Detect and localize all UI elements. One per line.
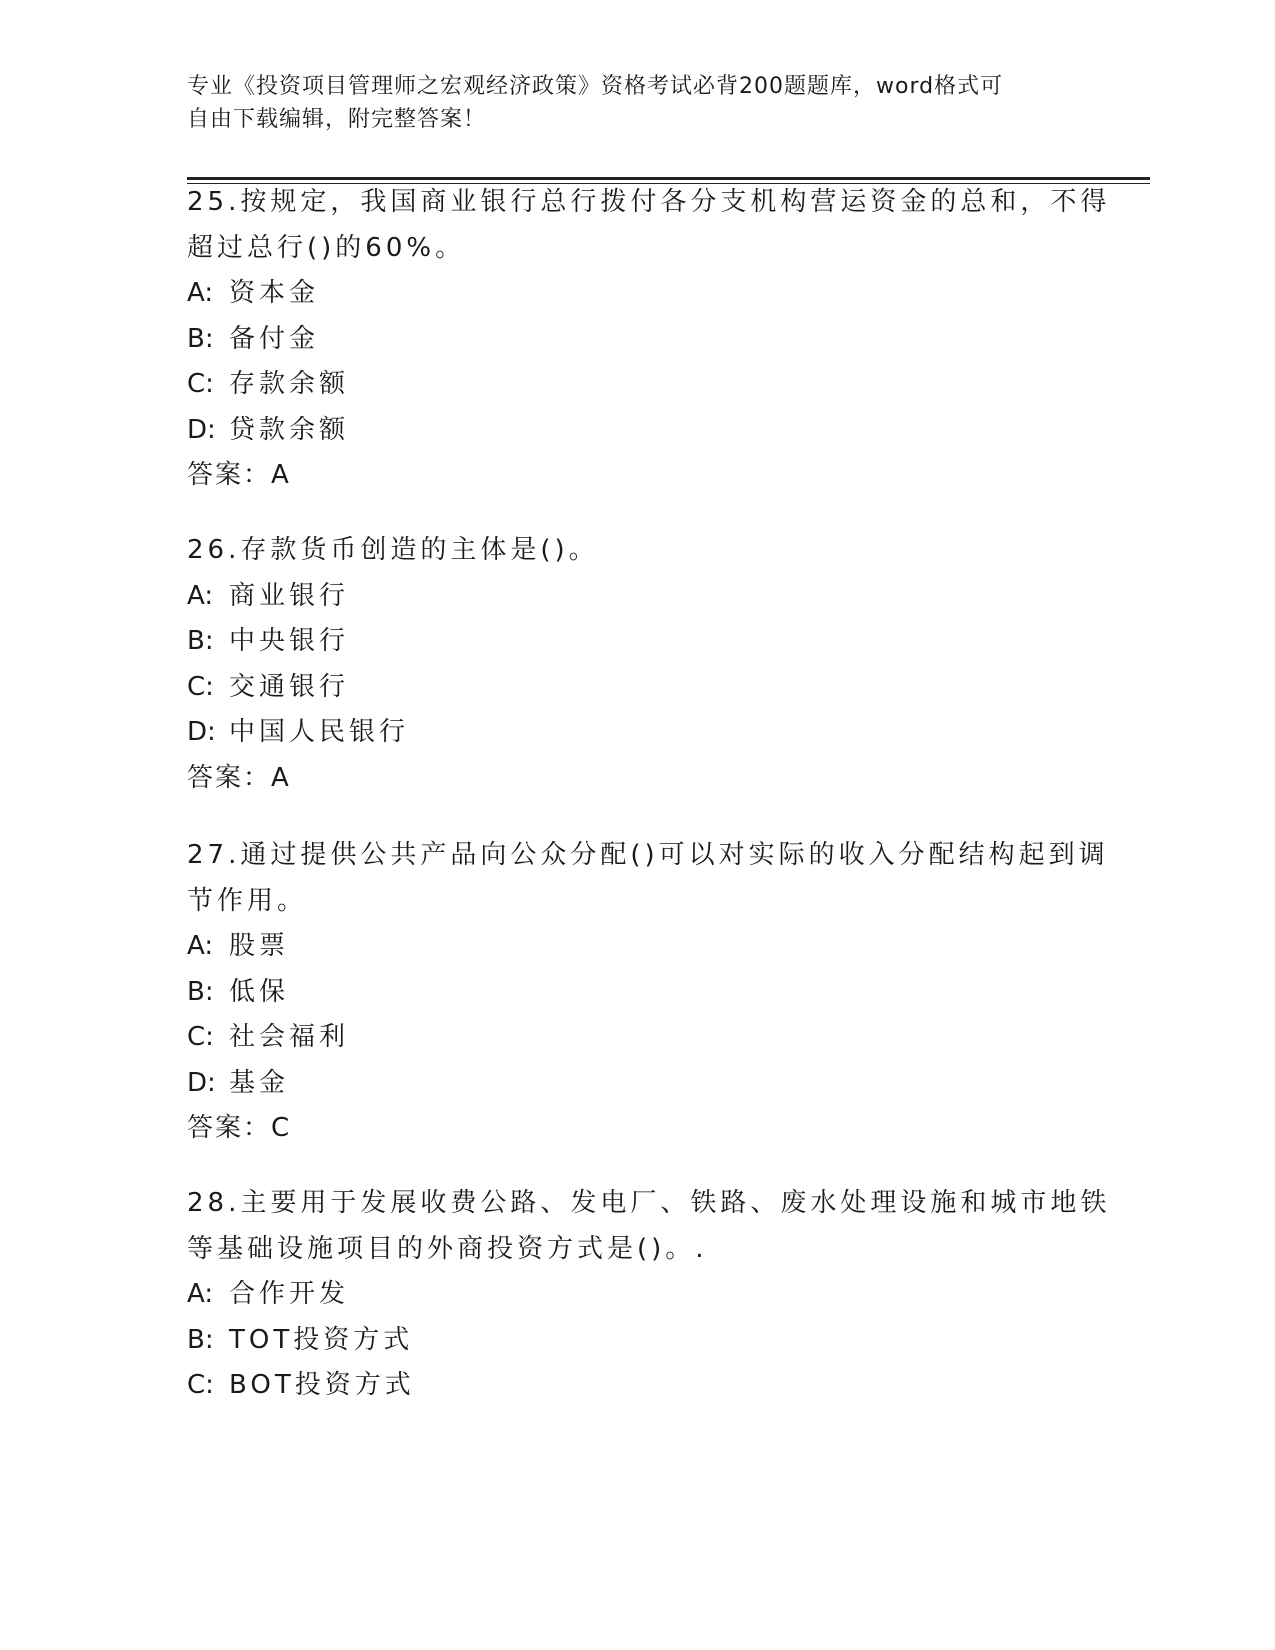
option-text: 合作开发 (229, 1279, 350, 1309)
option-letter: A: (187, 278, 214, 308)
header-line-1: 专业《投资项目管理师之宏观经济政策》资格考试必背200题题库，word格式可 (187, 74, 1004, 99)
option-text: 中央银行 (229, 626, 350, 656)
option-letter: A: (187, 580, 214, 611)
option-letter: C: (187, 671, 214, 702)
option-d (187, 1061, 1087, 1107)
answer: 答案：C (187, 1113, 292, 1143)
option-c (187, 665, 1087, 711)
option-c (187, 1015, 1087, 1061)
option-letter: D: (187, 717, 216, 747)
option-text: 社会福利 (229, 1022, 350, 1052)
option-b (187, 317, 1087, 363)
option-letter: C: (187, 1370, 214, 1400)
option-letter: B: (187, 323, 214, 354)
option-a (187, 271, 1087, 317)
question-text-line: 27.通过提供公共产品向公众分配()可以对实际的收入分配结构起到调 (187, 840, 1109, 870)
option-text: 股票 (229, 931, 290, 961)
option-text: BOT投资方式 (229, 1370, 415, 1400)
answer: 答案：A (187, 762, 291, 793)
option-text: 低保 (229, 976, 290, 1007)
option-d (187, 408, 1087, 454)
option-letter: B: (187, 976, 214, 1007)
option-letter: D: (187, 1067, 216, 1098)
option-letter: B: (187, 626, 214, 656)
option-text: TOT投资方式 (229, 1324, 414, 1355)
question-text-line: 超过总行()的60%。 (187, 232, 466, 263)
option-letter: B: (187, 1324, 214, 1355)
option-a (187, 1272, 1087, 1318)
question-25 (187, 180, 1111, 499)
option-b (187, 619, 1087, 665)
option-text: 基金 (229, 1067, 290, 1098)
option-d (187, 710, 1087, 756)
option-a (187, 574, 1087, 620)
document-header (187, 70, 1077, 136)
question-text-line: 28.主要用于发展收费公路、发电厂、铁路、废水处理设施和城市地铁 (187, 1188, 1111, 1218)
question-text-line: 等基础设施项目的外商投资方式是()。. (187, 1233, 708, 1264)
question-27 (187, 833, 1109, 1152)
header-line-2: 自由下载编辑，附完整答案！ (187, 107, 487, 132)
answer: 答案：A (187, 460, 291, 490)
question-text-line: 25.按规定，我国商业银行总行拨付各分支机构营运资金的总和，不得 (187, 187, 1111, 217)
option-letter: A: (187, 1279, 214, 1309)
option-text: 贷款余额 (229, 414, 350, 445)
option-letter: C: (187, 369, 214, 399)
option-text: 存款余额 (229, 369, 350, 399)
option-letter: D: (187, 414, 216, 445)
question-28 (187, 1181, 1111, 1409)
option-text: 交通银行 (229, 671, 350, 702)
question-26 (187, 528, 1087, 801)
option-text: 备付金 (229, 323, 320, 354)
option-letter: A: (187, 931, 214, 961)
question-text-line: 节作用。 (187, 885, 308, 916)
option-c (187, 362, 1087, 408)
option-a (187, 924, 1087, 970)
question-text-line: 26.存款货币创造的主体是()。 (187, 535, 599, 565)
option-b (187, 970, 1087, 1016)
option-b (187, 1318, 1087, 1364)
option-c (187, 1363, 1087, 1409)
option-text: 中国人民银行 (229, 717, 410, 747)
option-letter: C: (187, 1022, 214, 1052)
option-text: 资本金 (229, 278, 320, 308)
option-text: 商业银行 (229, 580, 350, 611)
